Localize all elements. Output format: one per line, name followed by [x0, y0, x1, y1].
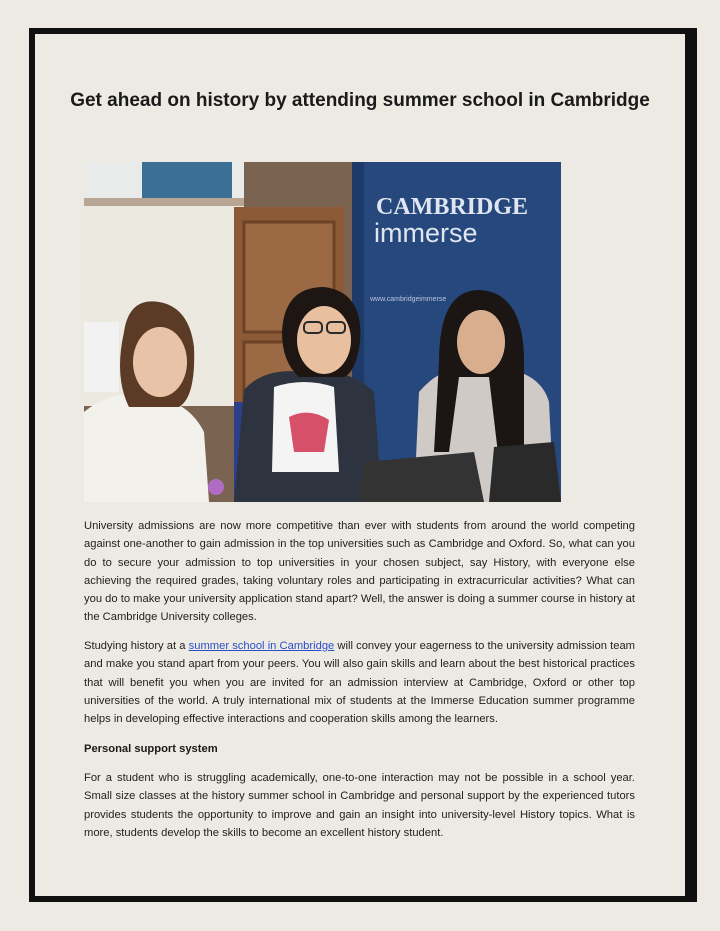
- summer-school-paragraph: [84, 637, 635, 728]
- paragraph-text: Studying history at a: [84, 640, 189, 652]
- banner-brand-subtext: immerse: [374, 218, 478, 248]
- banner-brand-text: CAMBRIDGE: [376, 194, 529, 220]
- banner-url-text: www.cambridgeimmerse: [370, 296, 447, 303]
- students-photo: [84, 162, 561, 502]
- intro-paragraph: University admissions are now more competitive than ever with students from around the world competing against one-another to gain admission in the top universities such as Cambridge and Oxford. So, what can you do to secure your admission to top universities in your chosen subject, say History, with everyone else achieving the required grades, taking voluntary roles and participating in extracurricular activities? What can you do to make your university application stand apart? Well, the answer is doing a summer course in history at the Cambridge University colleges.: [84, 520, 635, 624]
- summer-school-link[interactable]: summer school in Cambridge: [188, 640, 335, 652]
- document-title: Get ahead on history by attending summer school in Cambridge: [70, 90, 650, 111]
- paragraph-text: will convey your eagerness to the university admission team and make you stand apart from your peers. You will also gain skills and learn about the best historical practices that will benefit you when you are invited for an admission interview at Cambridge, Oxford or other top universities of the world. A truly international mix of students at the Immerse Education summer programme helps in developing effective interactions and cooperation skills among the learners.: [84, 640, 635, 726]
- students-photo-illustration: [84, 162, 561, 502]
- page-border-shadow: [29, 896, 697, 902]
- section-heading: Personal support system: [84, 743, 218, 755]
- support-paragraph: For a student who is struggling academically, one-to-one interaction may not be possible in a school year. Small size classes at the history summer school in Cambridge and personal support by the experienced tutors provides students the opportunity to improve and gain an insight into university-level History topics. What is more, students develop the skills to become an excellent history student.: [84, 772, 635, 839]
